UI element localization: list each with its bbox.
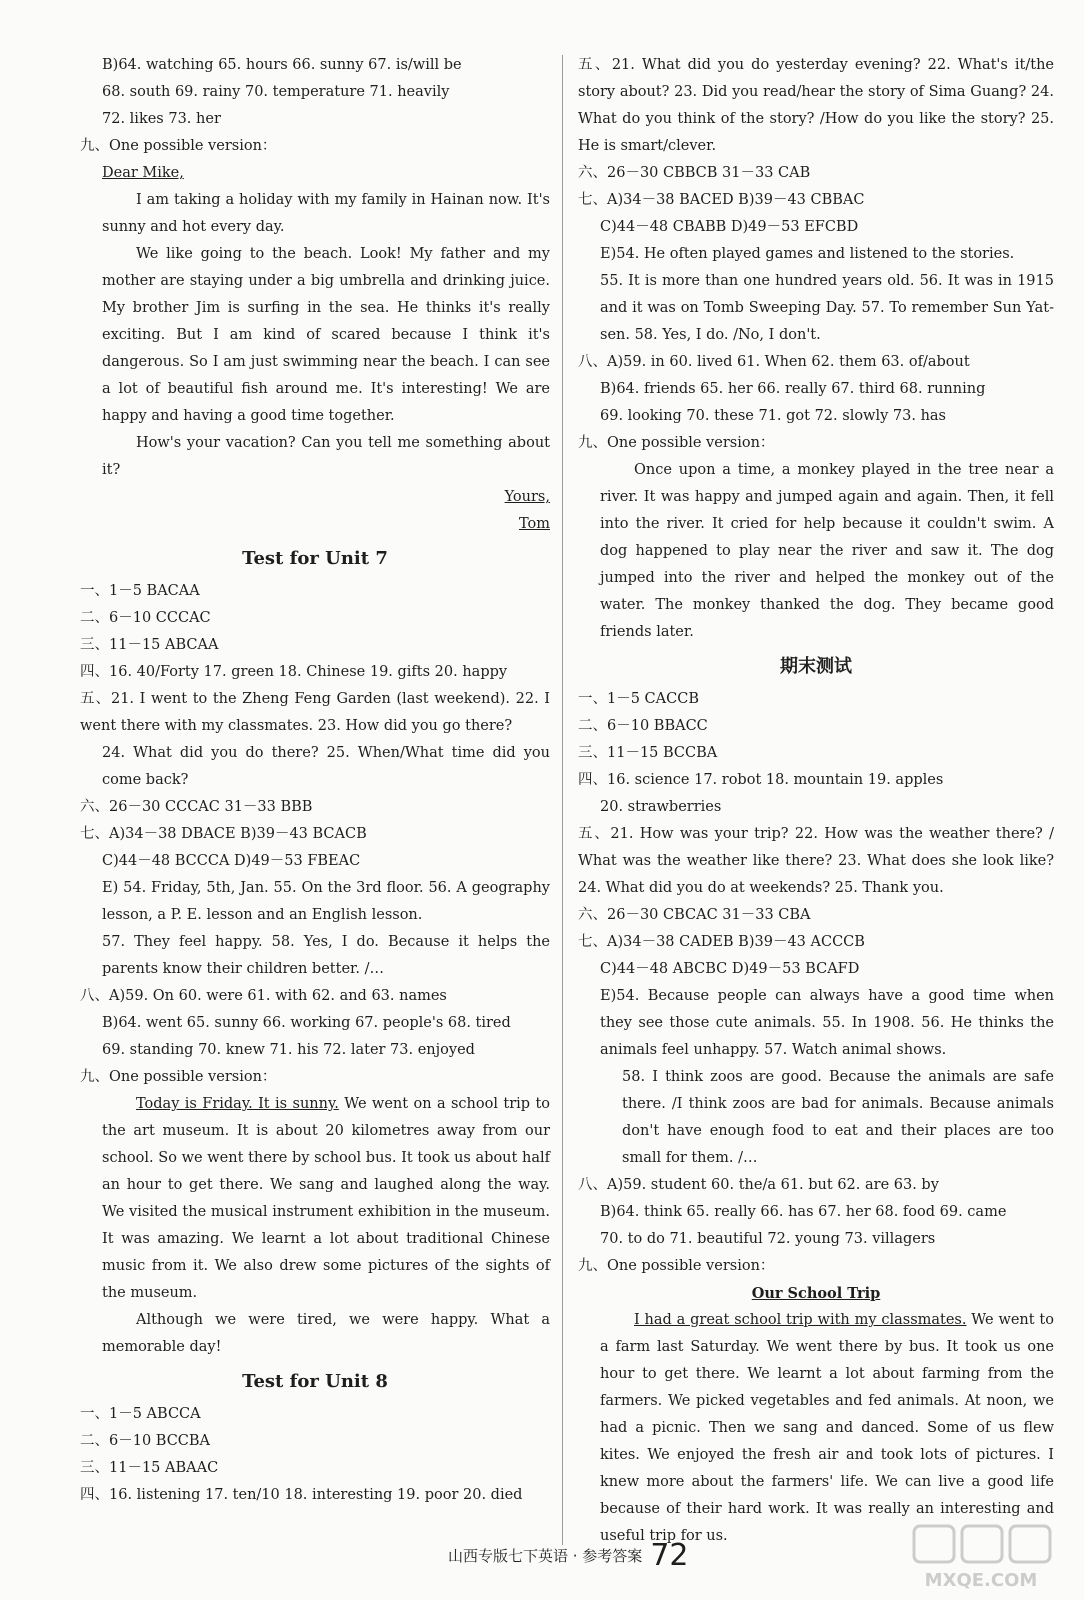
answer-line: B)64. watching 65. hours 66. sunny 67. is/will be — [102, 57, 462, 73]
answer-line: 六、26－30 CCCAC 31－33 BBB — [80, 799, 313, 815]
answer-block: 55. It is more than one hundred years old. 56. It was in 1915 and it was on Tomb Sweeping Day. 57. To remember Sun Yat-sen. 58. Yes, I do. /No, I don't. — [600, 273, 1054, 343]
answer-line: 三、11－15 BCCBA — [578, 745, 718, 761]
answer-block: E) 54. Friday, 5th, Jan. 55. On the 3rd floor. 56. A geography lesson, a P. E. lesson and an English lesson. — [102, 880, 550, 923]
answer-line: 四、16. 40/Forty 17. green 18. Chinese 19. gifts 20. happy — [80, 664, 508, 680]
answer-block: E)54. He often played games and listened to the stories. — [600, 246, 1015, 262]
essay-paragraph: Although we were tired, we were happy. What a memorable day! — [102, 1312, 550, 1355]
final-test-title: 期末测试 — [780, 656, 852, 677]
essay-paragraph: I am taking a holiday with my family in Hainan now. It's sunny and hot every day. — [102, 192, 550, 235]
answer-line: 69. standing 70. knew 71. his 72. later 73. enjoyed — [102, 1042, 475, 1058]
answer-line: 三、11－15 ABCAA — [80, 637, 219, 653]
answer-line: 八、A)59. On 60. were 61. with 62. and 63. names — [80, 988, 447, 1004]
section-label: 九、One possible version： — [80, 138, 277, 154]
answer-block: 58. I think zoos are good. Because the animals are safe there. /I think zoos are bad for animals. Because animals don't have enough food to eat and their places are too small for them. /… — [622, 1069, 1054, 1166]
answer-line: 二、6－10 CCCAC — [80, 610, 211, 626]
answer-line: 七、A)34－38 BACED B)39－43 CBBAC — [578, 192, 865, 208]
answer-line: 20. strawberries — [600, 799, 722, 815]
answer-line: 七、A)34－38 DBACE B)39－43 BCACB — [80, 826, 367, 842]
essay-paragraph: We like going to the beach. Look! My father and my mother are staying under a big umbrella and drinking juice. My brother Jim is surfing in the sea. He thinks it's really exciting. But I am kind of scared because I think it's dangerous. So I am just swimming near the beach. I can see a lot of beautiful fish around me. It's interesting! We are happy and having a good time together. — [102, 246, 550, 424]
page-number: 72 — [650, 1538, 689, 1573]
answer-block: E)54. Because people can always have a good time when they see those cute animals. 55. In 1908. 56. He thinks the animals feel unhappy. 57. Watch animal shows. — [600, 988, 1054, 1058]
footer-label: 山西专版七下英语 · 参考答案 — [448, 1547, 643, 1565]
answer-block: 五、21. What did you do yesterday evening? 22. What's it/the story about? 23. Did you read/hear the story of Sima Guang? 24. What do you think of the story? /How do you like the story? 25. He is smart/clever. — [578, 57, 1054, 154]
answer-line: 七、A)34－38 CADEB B)39－43 ACCCB — [578, 934, 865, 950]
answer-block: 五、21. I went to the Zheng Feng Garden (last weekend). 22. I went there with my classmates. 23. How did you go there? — [80, 691, 550, 734]
answer-line: 72. likes 73. her — [102, 111, 221, 127]
svg-text:MXQE.COM: MXQE.COM — [924, 1570, 1038, 1591]
answer-line: 二、6－10 BBACC — [578, 718, 708, 734]
essay-paragraph: Today is Friday. It is sunny. We went on a school trip to the art museum. It is about 20 kilometres away from our school. So we went there by school bus. It took us about half an hour to get there. We sang and laughed along the way. We visited the musical instrument exhibition in the museum. It was amazing. We learnt a lot about traditional Chinese music from it. We also drew some pictures of the sights of the museum. — [102, 1096, 550, 1301]
answer-line: 八、A)59. student 60. the/a 61. but 62. are 63. by — [578, 1177, 939, 1193]
answer-line: 三、11－15 ABAAC — [80, 1460, 219, 1476]
left-column — [80, 52, 550, 1509]
watermark-logo — [896, 1522, 1066, 1594]
answer-line: C)44－48 BCCCA D)49－53 FBEAC — [102, 853, 361, 869]
column-divider — [562, 55, 563, 1545]
answer-line: 69. looking 70. these 71. got 72. slowly 73. has — [600, 408, 947, 424]
answer-line: 四、16. science 17. robot 18. mountain 19. apples — [578, 772, 944, 788]
answer-line: 六、26－30 CBCAC 31－33 CBA — [578, 907, 811, 923]
letter-greeting: Dear Mike, — [102, 165, 184, 181]
section-label: 九、One possible version： — [80, 1069, 277, 1085]
answer-line: 四、16. listening 17. ten/10 18. interesting 19. poor 20. died — [80, 1487, 523, 1503]
answer-line: 一、1－5 CACCB — [578, 691, 699, 707]
answer-line: 68. south 69. rainy 70. temperature 71. heavily — [102, 84, 450, 100]
essay-paragraph: How's your vacation? Can you tell me something about it? — [102, 435, 550, 478]
page-footer — [448, 1538, 748, 1573]
answer-line: 一、1－5 BACAA — [80, 583, 200, 599]
section-label: 九、One possible version： — [578, 1258, 775, 1274]
answer-line: 70. to do 71. beautiful 72. young 73. villagers — [600, 1231, 936, 1247]
answer-line: B)64. went 65. sunny 66. working 67. people's 68. tired — [102, 1015, 511, 1031]
answer-line: C)44－48 ABCBC D)49－53 BCAFD — [600, 961, 860, 977]
answer-block: 五、21. How was your trip? 22. How was the weather there? / What was the weather like there? 23. What does she look like? 24. What did you do at weekends? 25. Thank you. — [578, 826, 1054, 896]
letter-signature: Tom — [518, 516, 550, 532]
unit7-title: Test for Unit 7 — [242, 548, 388, 569]
essay-title: Our School Trip — [751, 1285, 881, 1302]
essay-paragraph: I had a great school trip with my classmates. We went to a farm last Saturday. We went there by bus. It took us one hour to get there. We learnt a lot about farming from the farmers. We picked vegetables and fed animals. At noon, we had a picnic. Then we sang and danced. Some of us flew kites. We enjoyed the fresh air and took lots of pictures. I knew more about the farmers' life. We can live a good life because of their hard work. It was really an interesting and useful trip for us. — [600, 1312, 1054, 1544]
section-label: 九、One possible version： — [578, 435, 775, 451]
answer-line: B)64. think 65. really 66. has 67. her 68. food 69. came — [600, 1204, 1007, 1220]
answer-block: 24. What did you do there? 25. When/What time did you come back? — [102, 745, 550, 788]
unit8-title: Test for Unit 8 — [242, 1371, 388, 1392]
answer-block: 57. They feel happy. 58. Yes, I do. Because it helps the parents know their children better. /… — [102, 934, 550, 977]
answer-line: C)44－48 CBABB D)49－53 EFCBD — [600, 219, 859, 235]
letter-closing: Yours, — [504, 489, 550, 505]
essay-paragraph: Once upon a time, a monkey played in the tree near a river. It was happy and jumped again and again. Then, it fell into the river. It cried for help because it couldn't swim. A dog happened to play near the river and saw it. The dog jumped into the river and helped the monkey out of the water. The monkey thanked the dog. They became good friends later. — [600, 462, 1054, 640]
answer-line: 六、26－30 CBBCB 31－33 CAB — [578, 165, 811, 181]
answer-line: 二、6－10 BCCBA — [80, 1433, 211, 1449]
answer-line: 八、A)59. in 60. lived 61. When 62. them 63. of/about — [578, 354, 970, 370]
answer-line: 一、1－5 ABCCA — [80, 1406, 201, 1422]
right-column — [578, 52, 1054, 1550]
answer-line: B)64. friends 65. her 66. really 67. third 68. running — [600, 381, 986, 397]
